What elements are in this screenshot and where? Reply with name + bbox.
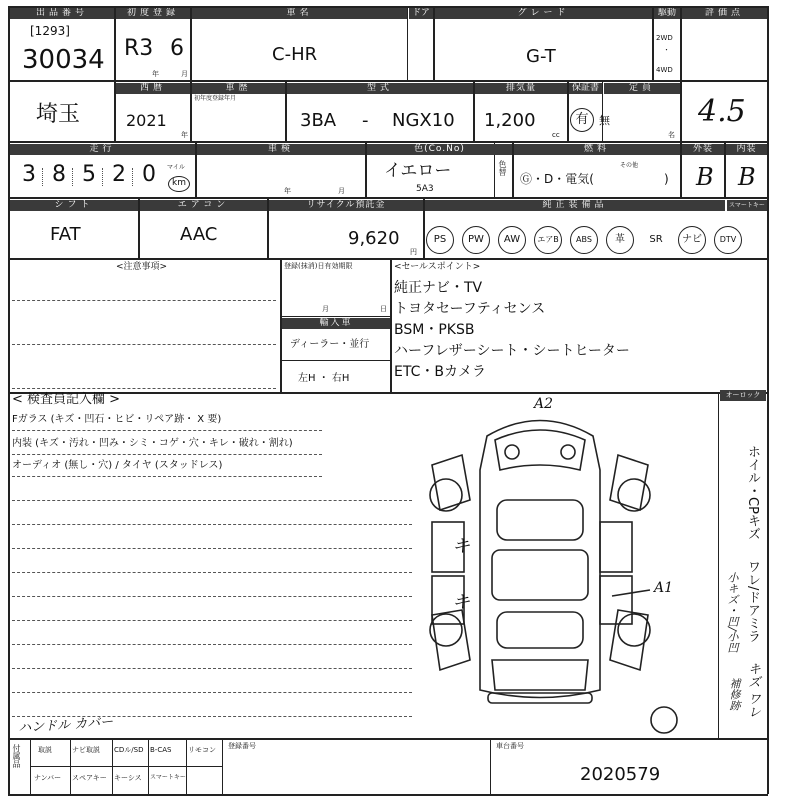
color-name: イエロー xyxy=(384,161,452,181)
reg-number-label: 登録番号 xyxy=(228,742,256,750)
cd-sd-label: CDル/SD xyxy=(114,746,144,754)
equipment-item: ABS xyxy=(570,226,598,254)
mileage-digit: 3 xyxy=(22,162,36,187)
drive-dot: ・ xyxy=(663,46,670,54)
diagram-mark-left-1: キ xyxy=(452,536,470,557)
inspection-year-unit: 年 xyxy=(284,187,291,195)
spare-key-label: スペアキー xyxy=(72,774,107,782)
warranty-no: 無 xyxy=(599,114,610,127)
bcas-label: B-CAS xyxy=(150,746,172,754)
score-value: 4.5 xyxy=(698,94,746,129)
first-reg-year-unit: 年 xyxy=(152,70,159,78)
side-note-5: 補修跡 xyxy=(728,678,741,711)
capacity-unit: 名 xyxy=(668,131,675,139)
type-sub: 初年度登録年月 xyxy=(194,95,237,102)
model-code: NGX10 xyxy=(392,110,455,131)
color-code: 5A3 xyxy=(416,184,434,194)
drive-4wd: 4WD xyxy=(656,66,673,74)
equipment-item: DTV xyxy=(714,226,742,254)
ac-label: エアコン xyxy=(140,200,267,211)
capacity-label: 定員 xyxy=(604,83,680,94)
side-note-4: キズ ワレ xyxy=(745,662,760,719)
diagram-mark-front: A2 xyxy=(534,396,554,412)
navi-manual-label: ナビ取説 xyxy=(72,746,100,754)
model-prefix: 3BA xyxy=(300,110,337,131)
first-reg-era: R3 xyxy=(124,36,154,61)
sales-point: ハーフレザーシート・シートヒーター xyxy=(394,343,630,359)
equipment-item: PW xyxy=(462,226,490,254)
grade: G-T xyxy=(526,46,556,67)
reg-date-label: 登録(抹消)日有効期限 xyxy=(284,262,353,270)
mileage-digit: 0 xyxy=(142,162,156,187)
sales-label: <セールスポイント> xyxy=(394,262,481,272)
interior-label: 内装 xyxy=(726,144,767,155)
ac-value: AAC xyxy=(180,224,218,245)
mileage-unit-km: km xyxy=(168,176,190,192)
fuel-close: ) xyxy=(664,172,669,186)
year-label: 西暦 xyxy=(116,83,190,94)
displacement-unit: cc xyxy=(552,131,560,139)
equipment-item: SR xyxy=(649,234,663,245)
mileage-unit-mile: マイル xyxy=(167,164,185,171)
first-reg-month-unit: 月 xyxy=(181,70,188,78)
mileage-label: 走行 xyxy=(10,144,195,155)
sales-point: ETC・Bカメラ xyxy=(394,364,486,380)
smart-key-label: スマートキー xyxy=(150,774,186,781)
drive-label: 駆動 xyxy=(654,8,680,19)
door-label: ドア xyxy=(409,8,433,19)
model-dash: - xyxy=(362,110,369,131)
sales-point: トヨタセーフティセンス xyxy=(394,301,546,317)
score-label: 評価点 xyxy=(682,8,767,19)
chassis-number: 2020579 xyxy=(580,764,661,785)
shift-label: シフト xyxy=(10,200,138,211)
prefecture: 埼玉 xyxy=(36,102,81,127)
exterior-grade: B xyxy=(696,163,714,191)
inspection-label: 車検 xyxy=(197,144,365,155)
side-note-2: ワレ/ドアミラ xyxy=(745,560,760,643)
equipment-item: 革 xyxy=(606,226,634,254)
inspector-line-1: Fガラス (キズ・凹石・ヒビ・リペア跡・ X 要) xyxy=(12,414,222,425)
handwritten-note: ハンドル カバー xyxy=(17,714,114,737)
diagram-mark-left-2: キ xyxy=(452,592,470,613)
shift-value: FAT xyxy=(50,224,81,245)
warranty-yes: 有 xyxy=(570,108,594,132)
equipment-item: PS xyxy=(426,226,454,254)
first-reg-label: 初度登録 xyxy=(116,8,190,19)
reg-day-unit: 日 xyxy=(380,305,387,313)
dealer-option: ディーラー・並行 xyxy=(290,339,370,350)
equipment-label: 純正装備品 xyxy=(425,200,725,211)
notes-label: <注意事項> xyxy=(116,262,168,272)
interior-grade: B xyxy=(738,163,756,191)
remote-label: リモコン xyxy=(188,746,216,754)
first-reg-month: 6 xyxy=(170,36,184,61)
accessories-label: 付属品 xyxy=(12,744,21,768)
mileage-digit: 8 xyxy=(52,162,66,187)
displacement-value: 1,200 xyxy=(484,110,536,131)
owner-manual-label: 取説 xyxy=(38,746,52,754)
odometer-lock-label: オーロック xyxy=(720,390,766,401)
sales-point: BSM・PKSB xyxy=(394,322,475,338)
mileage-digit: 2 xyxy=(112,162,126,187)
fuel-other-label: その他 xyxy=(620,162,639,169)
drive-2wd: 2WD xyxy=(656,34,673,42)
recycle-value: 9,620 xyxy=(348,228,400,249)
color-label: 色(Co.No) xyxy=(367,144,512,155)
color-change-label: 色替 xyxy=(498,160,507,176)
equipment-item: ナビ xyxy=(678,226,706,254)
reg-month-unit: 月 xyxy=(322,305,329,313)
handle-option: 左H ・ 右H xyxy=(298,373,350,384)
grade-label: グレード xyxy=(435,8,652,19)
keyless-system-label: キーシス xyxy=(114,774,142,782)
sales-point: 純正ナビ・TV xyxy=(394,280,483,296)
inspector-line-3: オーディオ (無し・穴) / タイヤ (スタッドレス) xyxy=(12,460,223,471)
import-label: 輸入車 xyxy=(282,318,390,329)
lot-sub: [1293] xyxy=(30,24,70,38)
inspection-month-unit: 月 xyxy=(338,187,345,195)
recycle-unit: 円 xyxy=(410,248,417,256)
car-name-label: 車名 xyxy=(192,8,407,19)
car-name: C-HR xyxy=(272,44,318,65)
recycle-label: リサイクル預託金 xyxy=(269,200,423,211)
year-unit: 年 xyxy=(181,131,188,139)
year-value: 2021 xyxy=(126,111,167,130)
diagram-mark-side: A1 xyxy=(654,580,674,596)
fuel-options: Ⓖ・D・電気( xyxy=(520,172,594,186)
side-note-1: ホイル・CPキズ xyxy=(745,445,760,540)
mileage-digit: 5 xyxy=(82,162,96,187)
exterior-label: 外装 xyxy=(682,144,724,155)
warranty-label: 保証書 xyxy=(569,83,602,94)
lot-label: 出品番号 xyxy=(10,8,114,19)
side-note-3: 小キズ・凹/小凹 xyxy=(726,572,739,653)
lot-number: 30034 xyxy=(22,45,105,75)
equipment-item: エアB xyxy=(534,226,562,254)
displacement-label: 排気量 xyxy=(475,83,567,94)
keyless-label: スマートキー xyxy=(727,200,767,211)
equipment-item: AW xyxy=(498,226,526,254)
chassis-label: 車台番号 xyxy=(496,742,524,750)
inspector-title: < 検査員記入欄 > xyxy=(12,392,121,407)
type-label: 車歴 xyxy=(192,83,285,94)
model-label: 型式 xyxy=(287,83,473,94)
inspector-line-2: 内装 (キズ・汚れ・凹み・シミ・コゲ・穴・キレ・破れ・割れ) xyxy=(12,438,293,449)
number-plate-label: ナンバー xyxy=(34,774,62,782)
fuel-label: 燃料 xyxy=(514,144,680,155)
